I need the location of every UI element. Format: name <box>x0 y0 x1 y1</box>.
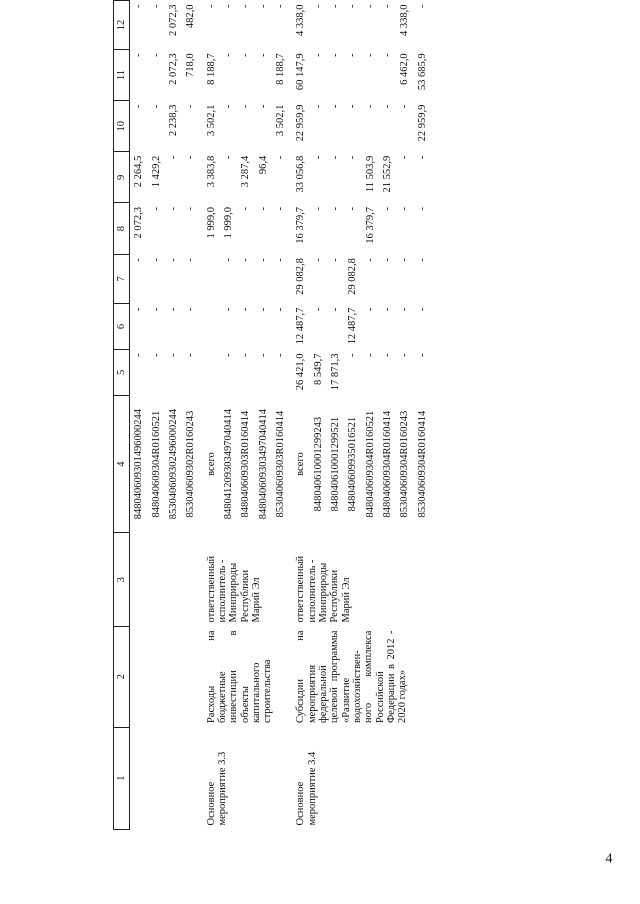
total-label: всего <box>295 452 307 476</box>
amount-cell: - <box>364 353 376 357</box>
budget-code: 848040609303497040414 <box>257 408 269 520</box>
amount-cell: - <box>150 258 162 262</box>
amount-cell: - <box>416 206 428 211</box>
amount-cell: - <box>364 53 376 57</box>
column-header: 12 <box>114 1 130 50</box>
amount-cell: - <box>150 307 162 312</box>
amount-cell: 8 549,7 <box>312 353 324 385</box>
amount-cell: - <box>185 258 197 262</box>
amount-cell: - <box>364 4 376 8</box>
table-body <box>130 1 431 830</box>
amount-cell: - <box>416 307 428 312</box>
amount-cell: - <box>257 258 269 262</box>
amount-cell: - <box>274 307 286 312</box>
amount-cell: - <box>205 4 217 8</box>
amount-cell: - <box>222 4 234 8</box>
amount-cell: - <box>274 353 286 357</box>
amount-cell: - <box>381 104 393 109</box>
amount-cell: - <box>312 53 324 57</box>
amount-cell: - <box>133 4 145 8</box>
amount-cell: 29 082,8 <box>295 258 307 295</box>
amount-cell: - <box>257 53 269 57</box>
amount-cell: - <box>167 206 179 211</box>
amount-cell: - <box>133 53 145 57</box>
budget-code: 848040610001299243 <box>312 416 324 512</box>
amount-cell: 8 188,7 <box>274 53 286 85</box>
amount-cell: - <box>257 353 269 357</box>
amount-cell: - <box>399 258 411 262</box>
budget-code: 853040609302R0160243 <box>185 410 197 518</box>
amount-cell: 60 147,9 <box>295 53 307 91</box>
amount-cell: - <box>416 258 428 262</box>
amount-cell: - <box>185 155 197 160</box>
amount-cell: - <box>240 53 252 57</box>
amount-cell: - <box>312 4 324 8</box>
amount-cell: - <box>381 4 393 8</box>
column-header: 6 <box>114 304 130 350</box>
amount-cell: 22 959,9 <box>416 104 428 142</box>
amount-cell: - <box>257 206 269 211</box>
budget-code: 848040609935016521 <box>347 416 359 512</box>
amount-cell: - <box>329 4 341 8</box>
amount-cell: 16 379,7 <box>364 206 376 244</box>
amount-cell: 2 072,3 <box>167 53 179 85</box>
budget-code: 853040609304R0160243 <box>399 410 411 518</box>
amount-cell: - <box>364 258 376 262</box>
name-cell: Расходы на бюджетные инвестиции в объекты капитального строительства <box>205 630 274 724</box>
amount-cell: - <box>399 206 411 211</box>
amount-cell: - <box>257 307 269 312</box>
amount-cell: - <box>329 104 341 109</box>
amount-cell: - <box>222 307 234 312</box>
amount-cell: - <box>185 353 197 357</box>
amount-cell: - <box>240 307 252 312</box>
page-number: 4 <box>605 851 613 867</box>
amount-cell <box>200 304 220 350</box>
amount-cell: - <box>416 353 428 357</box>
column-header: 9 <box>114 152 130 203</box>
responsible-cell: ответственный исполнитель - Минприроды Республики Марий Эл <box>295 555 352 623</box>
amount-cell: - <box>185 206 197 211</box>
amount-cell <box>200 349 220 395</box>
amount-cell: 2 238,3 <box>167 104 179 137</box>
amount-cell: - <box>133 353 145 357</box>
amount-cell: - <box>133 258 145 262</box>
table-header <box>114 1 130 830</box>
amount-cell: - <box>312 307 324 312</box>
total-label: всего <box>205 452 217 476</box>
amount-cell: - <box>329 53 341 57</box>
table-row <box>289 1 309 830</box>
amount-cell: - <box>133 307 145 312</box>
amount-cell: - <box>167 155 179 160</box>
amount-cell: - <box>312 104 324 109</box>
amount-cell: - <box>347 4 359 8</box>
name-cell <box>130 627 200 728</box>
amount-cell: - <box>381 53 393 57</box>
column-header: 2 <box>114 627 130 728</box>
responsible-cell <box>130 533 200 627</box>
column-header: 1 <box>114 727 130 829</box>
budget-code: 848040609303R0160414 <box>240 410 252 518</box>
budget-code: 848040609304R0160414 <box>381 410 393 518</box>
amount-cell: - <box>222 258 234 262</box>
amount-cell: 1 429,2 <box>150 155 162 188</box>
amount-cell: 482,0 <box>185 4 197 29</box>
budget-code: 848040610001299521 <box>329 416 341 512</box>
amount-cell: - <box>222 53 234 57</box>
amount-cell: - <box>240 206 252 211</box>
amount-cell: 6 462,0 <box>399 53 411 85</box>
budget-code: 848040609304R0160521 <box>150 410 162 518</box>
amount-cell: - <box>329 258 341 262</box>
amount-cell: 4 338,0 <box>399 4 411 36</box>
amount-cell: 29 082,8 <box>347 258 359 295</box>
budget-code: 853040609304R0160414 <box>416 410 428 518</box>
amount-cell: 1 999,0 <box>222 206 234 239</box>
amount-cell: - <box>222 155 234 160</box>
amount-cell: - <box>274 258 286 262</box>
amount-cell: - <box>167 258 179 262</box>
amount-cell: - <box>399 155 411 160</box>
amount-cell: - <box>274 4 286 8</box>
amount-cell: - <box>312 155 324 160</box>
amount-cell: 718,0 <box>185 53 197 78</box>
amount-cell: - <box>347 104 359 109</box>
amount-cell: - <box>364 104 376 109</box>
amount-cell: 12 487,7 <box>347 307 359 345</box>
budget-code: 853040609302496000244 <box>167 408 179 520</box>
budget-code: 848040609301496000244 <box>133 408 145 520</box>
amount-cell: - <box>329 307 341 312</box>
amount-cell: 2 072,3 <box>167 4 179 36</box>
amount-cell <box>200 254 220 303</box>
column-header: 4 <box>114 395 130 533</box>
amount-cell: - <box>222 104 234 109</box>
column-header: 11 <box>114 49 130 100</box>
amount-cell: - <box>240 104 252 109</box>
amount-cell: - <box>399 307 411 312</box>
amount-cell: - <box>133 104 145 109</box>
amount-cell: 26 421,0 <box>295 353 307 391</box>
column-header: 3 <box>114 533 130 627</box>
amount-cell: - <box>364 307 376 312</box>
amount-cell: - <box>240 258 252 262</box>
amount-cell: - <box>381 353 393 357</box>
amount-cell: - <box>416 155 428 160</box>
amount-cell: - <box>347 53 359 57</box>
amount-cell: - <box>312 206 324 211</box>
amount-cell: 2 264,5 <box>133 155 145 188</box>
amount-cell: 3 383,8 <box>205 155 217 188</box>
amount-cell: 33 056,8 <box>295 155 307 193</box>
event-cell <box>130 727 200 829</box>
amount-cell: - <box>274 155 286 160</box>
amount-cell: - <box>257 4 269 8</box>
event-cell: Основное мероприятие 3.4 <box>295 751 318 826</box>
amount-cell: - <box>150 104 162 109</box>
amount-cell: - <box>381 307 393 312</box>
amount-cell: 12 487,7 <box>295 307 307 345</box>
amount-cell: - <box>347 155 359 160</box>
amount-cell: 2 072,3 <box>133 206 145 239</box>
amount-cell: 3 502,1 <box>205 104 217 137</box>
event-cell: Основное мероприятие 3.3 <box>205 751 228 826</box>
column-header: 7 <box>114 254 130 303</box>
amount-cell: 21 552,9 <box>381 155 393 193</box>
table-row <box>130 1 148 830</box>
amount-cell: - <box>329 206 341 211</box>
responsible-cell: ответственный исполнитель - Минприроды Республики Марий Эл <box>205 555 262 623</box>
budget-code: 848041209303497040414 <box>222 408 234 520</box>
amount-cell: 1 999,0 <box>205 206 217 239</box>
amount-cell: - <box>150 353 162 357</box>
amount-cell: 17 871,3 <box>329 353 341 391</box>
amount-cell: 4 338,0 <box>295 4 307 36</box>
amount-cell: - <box>347 353 359 357</box>
amount-cell: - <box>222 353 234 357</box>
amount-cell: 8 188,7 <box>205 53 217 85</box>
amount-cell: - <box>240 353 252 357</box>
amount-cell: 96,4 <box>257 155 269 175</box>
amount-cell: - <box>185 104 197 109</box>
amount-cell: 3 287,4 <box>240 155 252 188</box>
amount-cell: 3 502,1 <box>274 104 286 137</box>
amount-cell: 16 379,7 <box>295 206 307 244</box>
amount-cell: - <box>347 206 359 211</box>
amount-cell: - <box>312 258 324 262</box>
amount-cell: - <box>274 206 286 211</box>
amount-cell: - <box>257 104 269 109</box>
amount-cell: 11 503,9 <box>364 155 376 193</box>
amount-cell: - <box>167 307 179 312</box>
name-cell: Субсидии на мероприятия федеральной целевой программы «Развитие водохозяйствен-ного комплекса Российской Федерации в 2012 - 2020 годах» <box>295 630 409 724</box>
amount-cell: - <box>240 4 252 8</box>
amount-cell: - <box>150 4 162 8</box>
amount-cell: - <box>150 53 162 57</box>
amount-cell: - <box>381 258 393 262</box>
column-header: 5 <box>114 349 130 395</box>
amount-cell: - <box>416 4 428 8</box>
amount-cell: 22 959,9 <box>295 104 307 142</box>
table-row <box>200 1 220 830</box>
amount-cell: - <box>329 155 341 160</box>
amount-cell: - <box>381 206 393 211</box>
amount-cell: - <box>150 206 162 211</box>
amount-cell: - <box>399 104 411 109</box>
budget-table <box>113 0 431 830</box>
column-header: 10 <box>114 101 130 152</box>
column-header: 8 <box>114 203 130 254</box>
budget-code: 853040609303R0160414 <box>274 410 286 518</box>
amount-cell: 53 685,9 <box>416 53 428 91</box>
amount-cell: - <box>185 307 197 312</box>
amount-cell: - <box>399 353 411 357</box>
amount-cell: - <box>167 353 179 357</box>
budget-code: 848040609304R0160521 <box>364 410 376 518</box>
